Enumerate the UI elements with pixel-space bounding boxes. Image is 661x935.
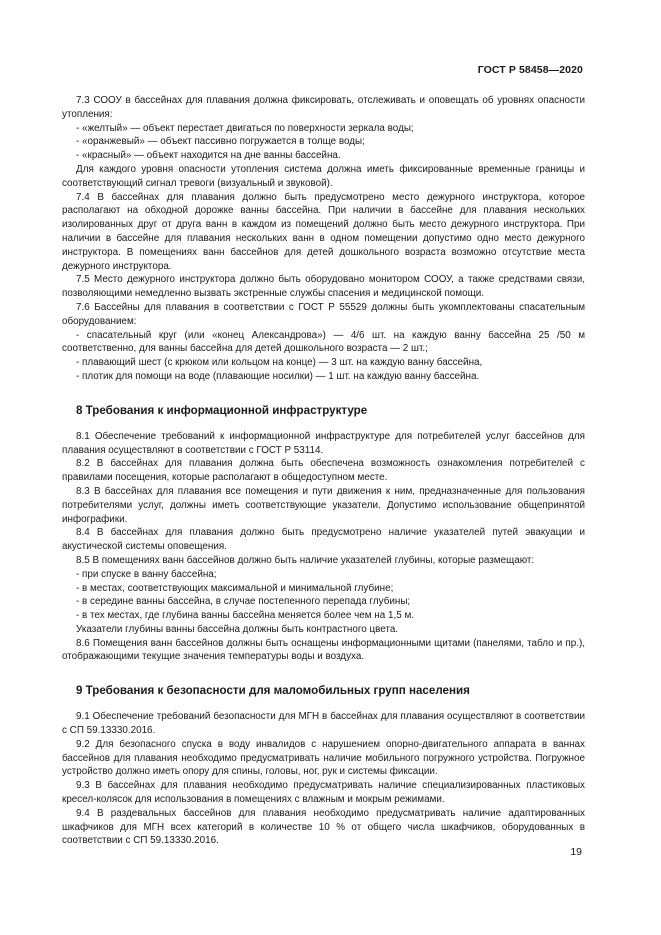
list-item: - в тех местах, где глубина ванны бассейна меняется более чем на 1,5 м. [76,610,414,622]
list-item: - в местах, соответствующих максимальной и минимальной глубине; [76,582,394,594]
paragraph: Указатели глубины ванны бассейна должны быть контрастного цвета. [76,623,399,635]
paragraph-7-3: 7.3 СООУ в бассейнах для плавания должна фиксировать, отслеживать и оповещать об уровнях опасности утопления: [62,95,585,120]
paragraph-8-4: 8.4 В бассейнах для плавания должно быть предусмотрено наличие указателей путей эвакуации и акустической системы оповещения. [62,527,585,553]
list-item: - плавающий шест (с крюком или кольцом на конце) — 3 шт. на каждую ванну бассейна, [76,357,483,369]
list-item: - плотик для помощи на воде (плавающие носилки) — 1 шт. на каждую ванну бассейна. [76,370,480,382]
paragraph-8-2: 8.2 В бассейнах для плавания должна быть обеспечена возможность ознакомления потребителей с правилами посещения, которые располагают в общедоступном месте. [62,458,585,484]
paragraph: Для каждого уровня опасности утопления система должна иметь фиксированные временные границы и соответствующий сигнал тревоги (визуальный и звуковой). [62,163,585,189]
paragraph-8-3: 8.3 В бассейнах для плавания все помещения и пути движения к ним, предназначенные для пользования потребителями услуг, должны иметь соответствующие указатели. Допустимо использование общепринятой инфографики. [62,485,585,525]
list-item: - «желтый» — объект перестает двигаться по поверхности зеркала воды; [76,122,414,134]
list-item: - «оранжевый» — объект пассивно погружается в толще воды; [76,136,365,148]
page-number: 19 [570,846,582,858]
paragraph-8-6: 8.6 Помещения ванн бассейнов должны быть оснащены информационными щитами (панелями, табло и пр.), отображающими текущие значения температуры воды и воздуха. [62,637,585,663]
section-heading-8: 8 Требования к информационной инфраструктуре [76,403,368,417]
list-item: - при спуске в ванну бассейна; [76,568,217,580]
list-item: - «красный» — объект находится на дне ванны бассейна. [76,150,341,162]
document-code: ГОСТ Р 58458—2020 [477,64,583,76]
list-item: - спасательный круг (или «конец Александрова») — 4/6 шт. на каждую ванну бассейна 25 /50 м соответственно, для ванны бассейна для детей дошкольного возраста — 2 шт.; [62,329,585,355]
paragraph-9-1: 9.1 Обеспечение требований безопасности для МГН в бассейнах для плавания осуществляют в соответствии с СП 59.13330.2016. [62,711,585,737]
list-item: - в середине ванны бассейна, в случае постепенного перепада глубины; [76,596,411,608]
paragraph-9-3: 9.3 В бассейнах для плавания необходимо предусматривать наличие специализированных пластиковых кресел-колясок для использования в помещениях с влажным и мокрым режимами. [62,780,585,806]
paragraph-7-4: 7.4 В бассейнах для плавания должно быть предусмотрено место дежурного инструктора, которое располагают на обходной дорожке ванны бассейна. При наличии в бассейне для плавания нескольких изолированных друг от друга ванн в каждом из помещений должно быть место дежурного инструктора. При наличии в бассейне для плавания нескольких ванн в одном помещении допустимо одно место дежурного инструктора. В помещениях ванн бассейнов для детей дошкольного возраста возможно отсутствие места дежурного инструктора. [62,191,585,272]
document-body [62,94,585,848]
paragraph-8-1: 8.1 Обеспечение требований к информационной инфраструктуре для потребителей услуг бассейнов для плавания осуществляют в соответствии с ГОСТ Р 53114. [62,430,585,456]
paragraph-8-5: 8.5 В помещениях ванн бассейнов должно быть наличие указателей глубины, которые размещают: [76,554,535,566]
paragraph-7-6: 7.6 Бассейны для плавания в соответствии с ГОСТ Р 55529 должны быть укомплектованы спасательным оборудованием: [62,301,585,327]
paragraph-7-5: 7.5 Место дежурного инструктора должно быть оборудовано монитором СООУ, а также средствами связи, позволяющими немедленно вызвать экстренные службы спасения и медицинской помощи. [62,274,585,300]
paragraph-9-2: 9.2 Для безопасного спуска в воду инвалидов с нарушением опорно-двигательного аппарата в ваннах бассейнов для плавания необходимо предусматривать наличие мобильного погружного устройства. Погружное устройство должно иметь опору для спины, головы, ног, рук и системы фиксации. [62,738,585,778]
section-heading-9: 9 Требования к безопасности для маломобильных групп населения [76,684,470,698]
paragraph-9-4: 9.4 В раздевальных бассейнов для плавания необходимо предусматривать наличие адаптированных шкафчиков для МГН всех категорий в количестве 10 % от общего числа шкафчиков, оборудованных в соответствии с СП 59.13330.2016. [62,807,585,847]
